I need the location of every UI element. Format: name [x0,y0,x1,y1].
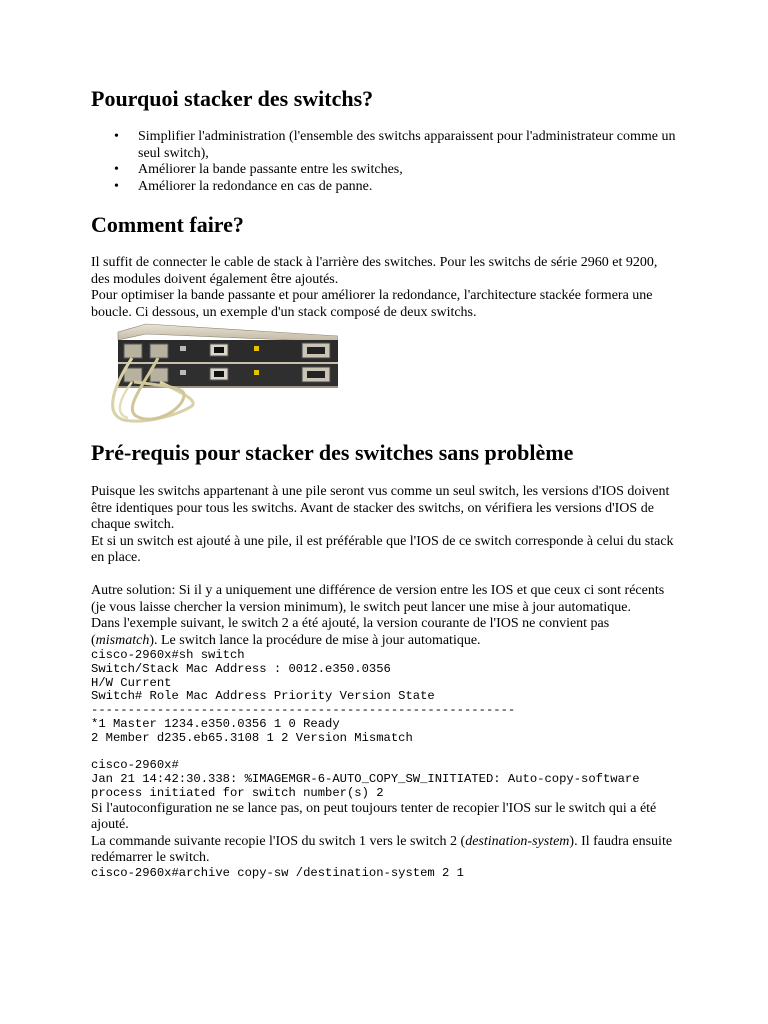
how-to-text [91,255,676,321]
list-item: • Simplifier l'administration (l'ensemble des switchs apparaissent pour l'administrateur comme un seul switch), [91,129,681,162]
heading-how-to: Comment faire? [91,212,244,237]
emphasis: mismatch [95,632,150,648]
paragraph: Si l'autoconfiguration ne se lance pas, on peut toujours tenter de recopier l'IOS sur le switch qui a été ajouté. [91,800,657,833]
list-item: • Améliorer la redondance en cas de panne. [91,179,681,196]
heading-why-stack: Pourquoi stacker des switchs? [91,86,374,111]
paragraph: Et si un switch est ajouté à une pile, il est préférable que l'IOS de ce switch corresponde à celui du stack en place. [91,533,674,565]
list-item: • Améliorer la bande passante entre les switches, [91,162,681,179]
code-block: cisco-2960x#archive copy-sw /destination-system 2 1 [91,865,464,880]
benefits-list [91,129,681,195]
paragraph: Il suffit de connecter le cable de stack à l'arrière des switches. Pour les switchs de série 2960 et 9200, des modules doivent également être ajoutés. [91,255,658,287]
emphasis: destination-system [465,833,570,849]
code-block: cisco-2960x#sh switch Switch/Stack Mac Address : 0012.e350.0356 H/W Current Switch# Role Mac Address Priority Version State ---------------------------------------------------------- *1 Master 1234.e350.0356 1 0 Ready 2 Member d235.eb65.3108 1 2 Version Mismatch cisco-2960x# Jan 21 14:42:30.338: %IMAGEMGR-6-AUTO_COPY_SW_INITIATED: Auto-copy-software process initiated for switch number(s) 2 [91,648,640,800]
paragraph: Autre solution: Si il y a uniquement une différence de version entre les IOS et que ceux ci sont récents (je vous laisse chercher la version minimum), le switch peut lancer une mise à jour automatique. [91,583,665,615]
paragraph: La commande suivante recopie l'IOS du switch 1 vers le switch 2 (destination-system). Il faudra ensuite redémarrer le switch. [91,833,673,866]
stacked-switches-photo [106,322,338,425]
paragraph: Pour optimiser la bande passante et pour améliorer la redondance, l'architecture stackée formera une boucle. Ci dessous, un exemple d'un stack composé de deux switchs. [91,288,653,320]
heading-prerequisites: Pré-requis pour stacker des switches sans problème [91,440,574,465]
paragraph: Puisque les switchs appartenant à une pile seront vus comme un seul switch, les versions d'IOS doivent être identiques pour tous les switchs. Avant de stacker des switchs, on vérifiera les versions d'IOS de chaque switch. [91,484,670,532]
paragraph: Dans l'exemple suivant, le switch 2 a été ajouté, la version courante de l'IOS ne convient pas (mismatch). Le switch lance la procédure de mise à jour automatique. [91,616,610,648]
prerequisites-text [91,484,676,881]
